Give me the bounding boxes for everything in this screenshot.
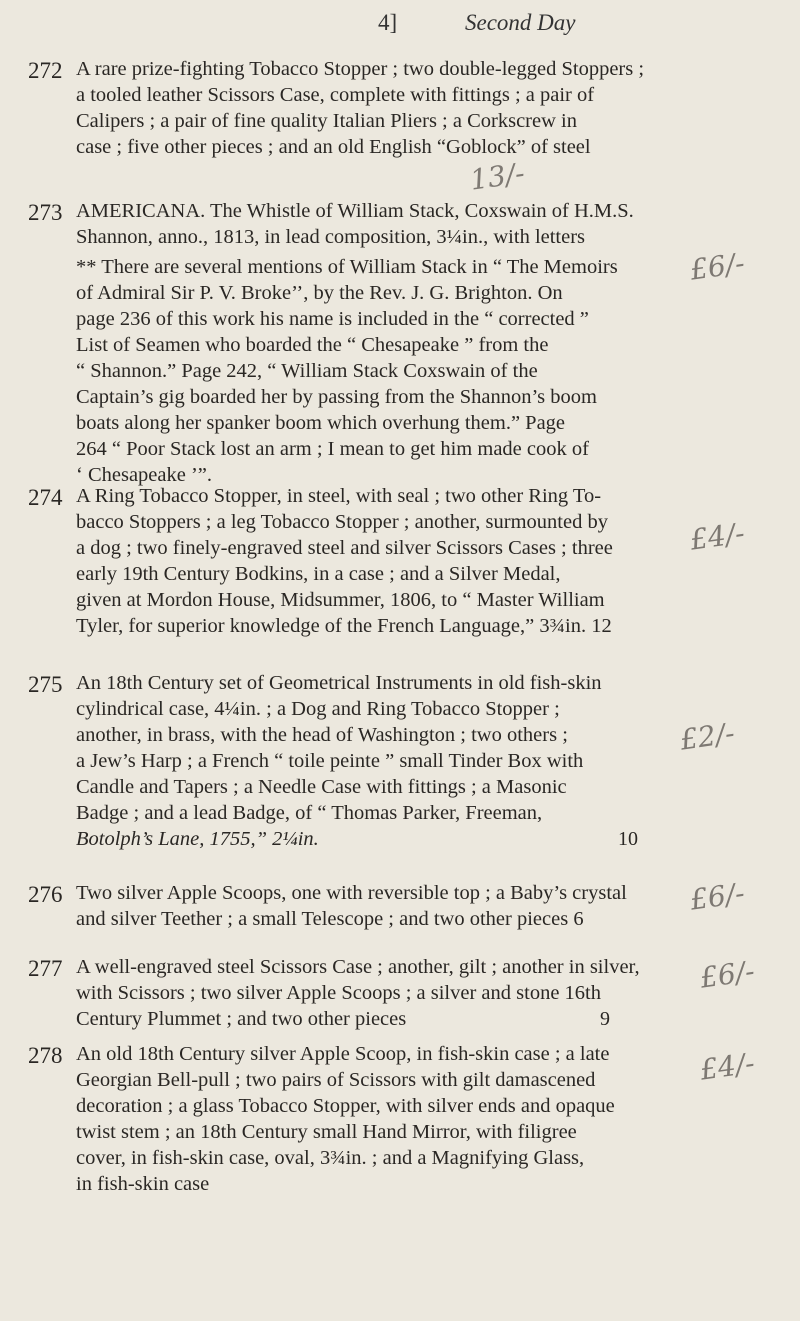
lot-line: “ Shannon.” Page 242, “ William Stack Coxswain of the: [76, 360, 538, 382]
lot-line: Century Plummet ; and two other pieces: [76, 1008, 407, 1030]
lot-line: Calipers ; a pair of fine quality Italian Pliers ; a Corkscrew in: [76, 110, 577, 132]
handwritten-price: £4/-: [687, 516, 747, 557]
handwritten-price: £6/-: [687, 876, 747, 917]
lot-line: An 18th Century set of Geometrical Instruments in old fish-skin: [76, 672, 602, 694]
lot-line: ** There are several mentions of William Stack in “ The Memoirs: [76, 256, 618, 278]
lot-line: A rare prize-fighting Tobacco Stopper ; two double-legged Stoppers ;: [76, 58, 645, 80]
lot-line: twist stem ; an 18th Century small Hand Mirror, with filigree: [76, 1121, 577, 1143]
lot-description: [76, 1041, 716, 1197]
lot-number: 274: [28, 485, 63, 510]
lot-line: of Admiral Sir P. V. Broke’’, by the Rev. J. G. Brighton. On: [76, 282, 563, 304]
lot-line: 264 “ Poor Stack lost an arm ; I mean to get him made cook of: [76, 438, 589, 460]
page-title: Second Day: [465, 10, 576, 35]
lot-line: bacco Stoppers ; a leg Tobacco Stopper ; another, surmounted by: [76, 511, 608, 533]
lot-line: cylindrical case, 4¼in. ; a Dog and Ring Tobacco Stopper ;: [76, 698, 560, 720]
lot-line: given at Mordon House, Midsummer, 1806, to “ Master William: [76, 589, 605, 611]
lot-line: another, in brass, with the head of Washington ; two others ;: [76, 724, 568, 746]
lot-line: decoration ; a glass Tobacco Stopper, with silver ends and opaque: [76, 1095, 615, 1117]
lot-line: Badge ; and a lead Badge, of “ Thomas Parker, Freeman,: [76, 802, 543, 824]
lot-number: 278: [28, 1043, 63, 1068]
lot-description: [76, 198, 716, 488]
handwritten-price: £6/-: [697, 954, 757, 995]
lot-line: a Jew’s Harp ; a French “ toile peinte ” small Tinder Box with: [76, 750, 584, 772]
lot-line: AMERICANA. The Whistle of William Stack, Coxswain of H.M.S.: [76, 200, 634, 222]
lot-line: with Scissors ; two silver Apple Scoops ; a silver and stone 16th: [76, 982, 601, 1004]
lot-line: and silver Teether ; a small Telescope ; and two other pieces 6: [76, 908, 584, 930]
lot-line: An old 18th Century silver Apple Scoop, in fish-skin case ; a late: [76, 1043, 610, 1065]
lot-description: [76, 880, 716, 932]
handwritten-price: £6/-: [687, 246, 747, 287]
lot-line: boats along her spanker boom which overhung them.” Page: [76, 412, 566, 434]
lot-number: 273: [28, 200, 63, 225]
lot-description: [76, 954, 716, 1032]
lot-price: 10: [618, 828, 638, 850]
lot-line: in fish-skin case: [76, 1173, 210, 1195]
lot-line: Shannon, anno., 1813, in lead composition, 3¼in., with letters: [76, 226, 586, 248]
lot-line: case ; five other pieces ; and an old English “Goblock” of steel: [76, 136, 591, 158]
lot-line: early 19th Century Bodkins, in a case ; and a Silver Medal,: [76, 563, 561, 585]
lot-line: List of Seamen who boarded the “ Chesapeake ” from the: [76, 334, 549, 356]
lot-line: Botolph’s Lane, 1755,” 2¼in.: [76, 828, 319, 850]
lot-line: Two silver Apple Scoops, one with reversible top ; a Baby’s crystal: [76, 882, 627, 904]
page-number: 4]: [378, 10, 398, 35]
lot-number: 276: [28, 882, 63, 907]
lot-line: Captain’s gig boarded her by passing from the Shannon’s boom: [76, 386, 597, 408]
lot-number: 272: [28, 58, 63, 83]
handwritten-price: 13/-: [467, 156, 527, 197]
lot-line: A well-engraved steel Scissors Case ; another, gilt ; another in silver,: [76, 956, 640, 978]
lot-line: A Ring Tobacco Stopper, in steel, with seal ; two other Ring To-: [76, 485, 602, 507]
lot-line: Georgian Bell-pull ; two pairs of Scissors with gilt damascened: [76, 1069, 596, 1091]
lot-line: page 236 of this work his name is included in the “ corrected ”: [76, 308, 589, 330]
lot-price: 9: [600, 1008, 610, 1030]
lot-line: a dog ; two finely-engraved steel and silver Scissors Cases ; three: [76, 537, 613, 559]
handwritten-price: £2/-: [677, 716, 737, 757]
lot-line: cover, in fish-skin case, oval, 3¾in. ; and a Magnifying Glass,: [76, 1147, 585, 1169]
lot-description: [76, 483, 716, 639]
lot-line: a tooled leather Scissors Case, complete with fittings ; a pair of: [76, 84, 595, 106]
lot-number: 275: [28, 672, 63, 697]
lot-line: ‘ Chesapeake ’”.: [76, 464, 213, 486]
lot-line: Candle and Tapers ; a Needle Case with fittings ; a Masonic: [76, 776, 567, 798]
lot-description: [76, 56, 716, 160]
lot-number: 277: [28, 956, 63, 981]
lot-description: [76, 670, 716, 852]
handwritten-price: £4/-: [697, 1046, 757, 1087]
lot-line: Tyler, for superior knowledge of the French Language,” 3¾in. 12: [76, 615, 612, 637]
